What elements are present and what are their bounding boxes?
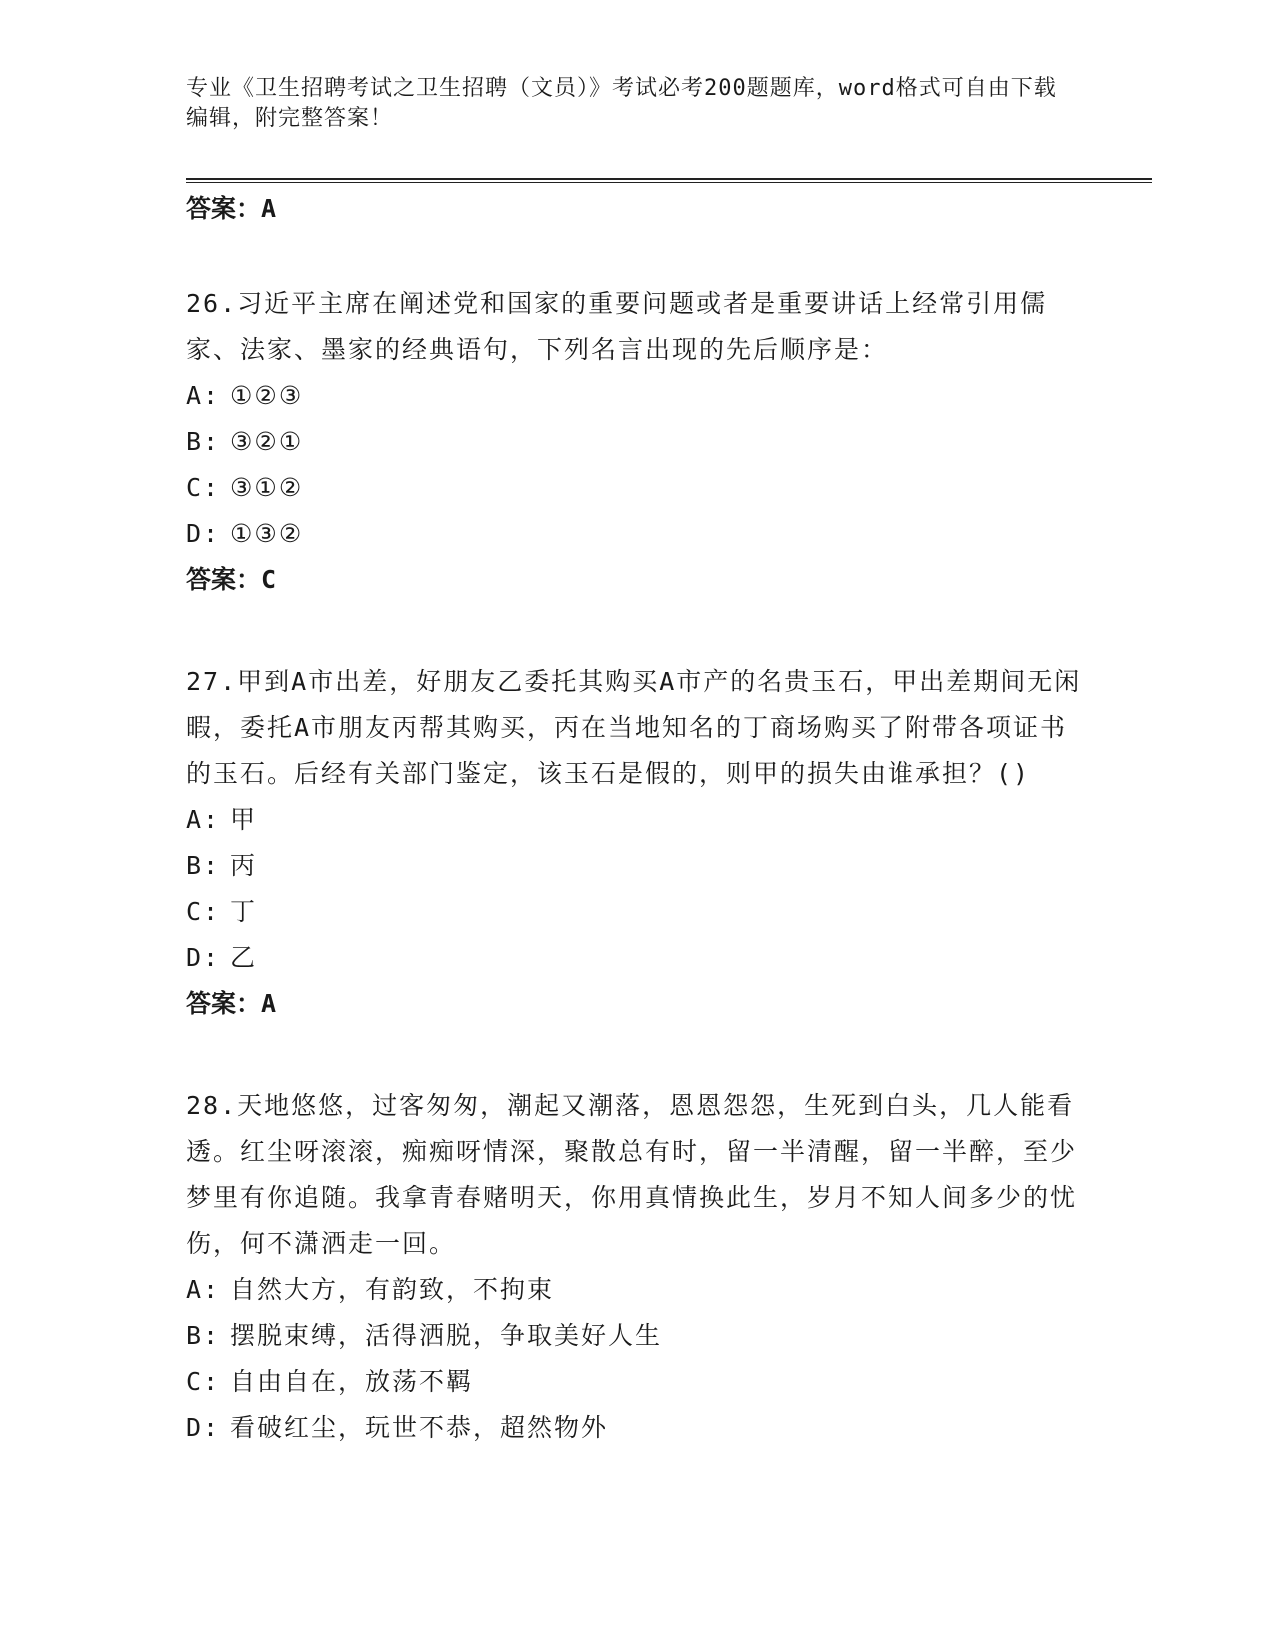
question-answer: 答案：C bbox=[186, 565, 277, 594]
option-key: B: bbox=[186, 851, 221, 880]
option-text: ①③② bbox=[230, 519, 304, 548]
option-text: 自然大方，有韵致，不拘束 bbox=[230, 1275, 555, 1304]
question-answer: 答案：A bbox=[186, 989, 277, 1018]
option-text: ③②① bbox=[230, 427, 304, 456]
option-text: ③①② bbox=[230, 473, 304, 502]
question-stem: 26.习近平主席在阐述党和国家的重要问题或者是重要讲话上经常引用儒家、法家、墨家的经典语句，下列名言出现的先后顺序是： bbox=[186, 289, 1048, 364]
option-key: C: bbox=[186, 897, 221, 926]
option-key: B: bbox=[186, 1321, 221, 1350]
question-stem: 28.天地悠悠，过客匆匆，潮起又潮落，恩恩怨怨，生死到白头，几人能看透。红尘呀滚滚，痴痴呀情深，聚散总有时，留一半清醒，留一半醉，至少梦里有你追随。我拿青春赌明天，你用真情换此生，岁月不知人间多少的忧伤，何不潇洒走一回。 bbox=[186, 1091, 1078, 1258]
option-key: A: bbox=[186, 805, 221, 834]
option-b bbox=[186, 843, 1086, 889]
option-key: C: bbox=[186, 1367, 221, 1396]
option-d bbox=[186, 1405, 1086, 1451]
question-stem: 27.甲到A市出差，好朋友乙委托其购买A市产的名贵玉石，甲出差期间无闲暇，委托A市朋友丙帮其购买，丙在当地知名的丁商场购买了附带各项证书的玉石。后经有关部门鉴定，该玉石是假的，则甲的损失由谁承担？() bbox=[186, 667, 1082, 788]
question-item bbox=[186, 1083, 1086, 1451]
page-header: 专业《卫生招聘考试之卫生招聘（文员）》考试必考200题题库，word格式可自由下载编辑，附完整答案！ bbox=[186, 76, 1057, 131]
option-key: C: bbox=[186, 473, 221, 502]
option-a bbox=[186, 1267, 1086, 1313]
header-divider bbox=[186, 178, 1152, 183]
option-text: 自由自在，放荡不羁 bbox=[230, 1367, 474, 1396]
option-b bbox=[186, 1313, 1086, 1359]
option-key: A: bbox=[186, 1275, 221, 1304]
option-text: ①②③ bbox=[230, 381, 304, 410]
option-c bbox=[186, 465, 1086, 511]
option-text: 丁 bbox=[230, 897, 258, 926]
previous-answer: 答案：A bbox=[186, 194, 277, 223]
question-list bbox=[186, 185, 1086, 1451]
option-text: 乙 bbox=[230, 943, 258, 972]
option-c bbox=[186, 1359, 1086, 1405]
option-a bbox=[186, 373, 1086, 419]
option-text: 看破红尘，玩世不恭，超然物外 bbox=[230, 1413, 609, 1442]
option-key: D: bbox=[186, 943, 221, 972]
option-key: B: bbox=[186, 427, 221, 456]
option-text: 丙 bbox=[230, 851, 258, 880]
option-c bbox=[186, 889, 1086, 935]
option-key: A: bbox=[186, 381, 221, 410]
option-key: D: bbox=[186, 1413, 221, 1442]
option-d bbox=[186, 935, 1086, 981]
question-item bbox=[186, 281, 1086, 603]
option-text: 摆脱束缚，活得洒脱，争取美好人生 bbox=[230, 1321, 663, 1350]
question-item bbox=[186, 659, 1086, 1027]
option-d bbox=[186, 511, 1086, 557]
option-key: D: bbox=[186, 519, 221, 548]
option-a bbox=[186, 797, 1086, 843]
option-b bbox=[186, 419, 1086, 465]
option-text: 甲 bbox=[230, 805, 258, 834]
